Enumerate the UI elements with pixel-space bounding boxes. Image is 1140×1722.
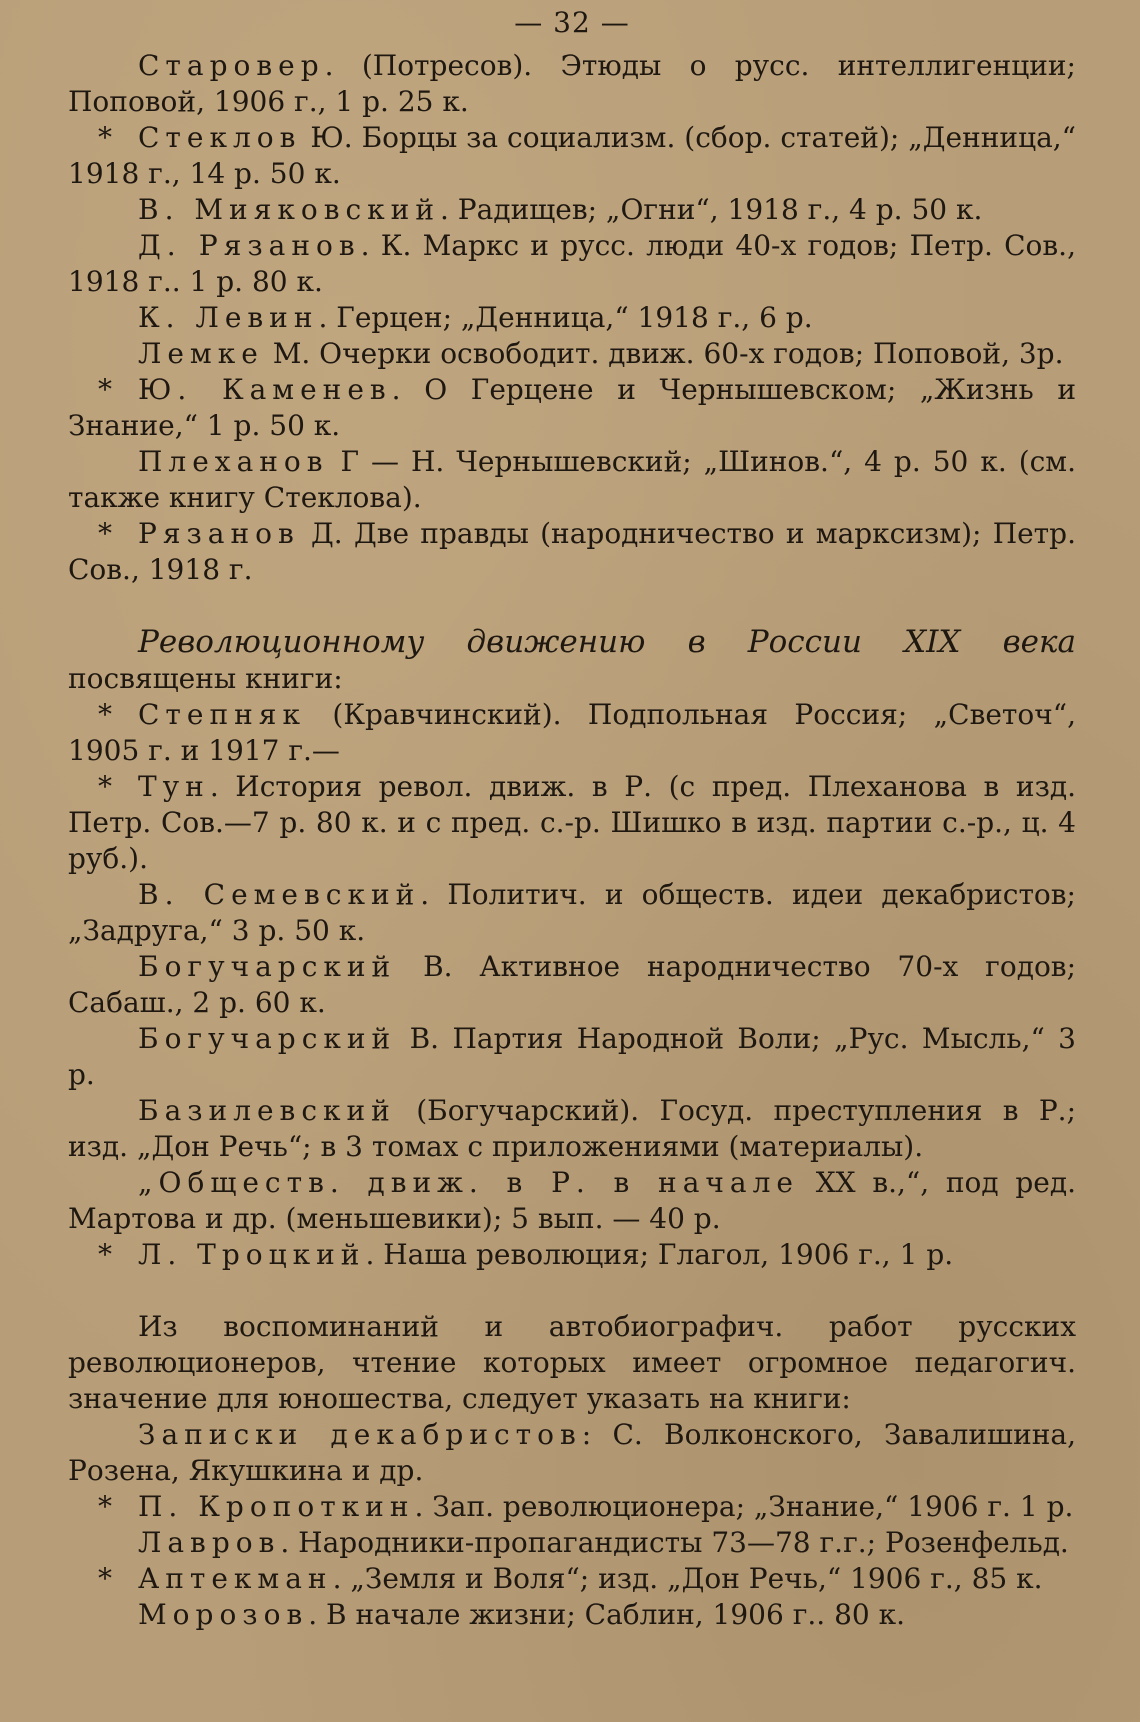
entry-text: XX в.,“, под ред. Мартова и др. (меньшевики); 5 вып. — 40 р. [68,1166,1076,1235]
asterisk-mark: * [98,1490,112,1523]
entry-text: . Герцен; „Денница,“ 1918 г., 6 р. [318,301,813,334]
entry-text: . „Земля и Воля“; изд. „Дон Речь,“ 1906 г., 85 к. [332,1562,1043,1595]
asterisk-mark: * [98,1238,112,1271]
entry-author: Старовер [138,49,325,82]
asterisk-mark: * [98,517,112,550]
bib-entry [68,1417,1076,1489]
entry-text: . Наша революция; Глагол, 1906 г., 1 р. [365,1238,954,1271]
bibliography-section-1 [68,48,1076,588]
entry-author: Лемке [138,337,264,370]
entry-text: . Политич. и обществ. идеи декабристов; „Задруга,“ 3 р. 50 к. [68,878,1076,947]
asterisk-mark: * [98,373,112,406]
entry-author: Базилевский [138,1094,396,1127]
section-heading-rest: посвящены книги: [68,662,343,695]
bib-entry [68,228,1076,300]
entry-author: П. Кропоткин [138,1490,415,1523]
bib-entry [68,877,1076,949]
bib-entry [68,372,1076,444]
asterisk-mark: * [98,770,112,803]
entry-text: М. Очерки освободит. движ. 60-х годов; Поповой, 3р. [263,337,1064,370]
entry-text: . Народники-пропагандисты 73—78 г.г.; Розенфельд. [280,1526,1069,1559]
entry-text: В. Активное народничество 70-х годов; Сабаш., 2 р. 60 к. [68,950,1076,1019]
entry-text: . О Герцене и Чернышевском; „Жизнь и Знание,“ 1 р. 50 к. [68,373,1076,442]
entry-author: В. Семевский [138,878,421,911]
entry-author: В. Мияковский [138,193,440,226]
bib-entry [68,516,1076,588]
bib-entry [68,1597,1076,1633]
asterisk-mark: * [98,1562,112,1595]
entry-author: Степняк [138,698,306,731]
bib-entry [68,48,1076,120]
bib-entry [68,1021,1076,1093]
section-heading [68,624,1076,697]
bib-entry [68,1237,1076,1273]
entry-author: Л. Троцкий [138,1238,366,1271]
entry-author: Рязанов [138,517,300,550]
entry-author: Богучарский [138,1022,397,1055]
entry-author: Лавров [138,1526,281,1559]
bib-entry [68,444,1076,516]
entry-text: : С. Волконского, Завалишина, Розена, Якушкина и др. [68,1418,1076,1487]
bib-entry [68,192,1076,228]
entry-text: (Богучарский). Госуд. преступления в Р.; изд. „Дон Речь“; в 3 томах с приложениями (материалы). [68,1094,1076,1163]
entry-author: Записки декабристов [138,1418,582,1451]
entry-text: . История револ. движ. в Р. (с пред. Плеханова в изд. Петр. Сов.—7 р. 80 к. и с пред. с.-р. Шишко в изд. партии с.-р., ц. 4 руб.). [68,770,1076,875]
bibliography-section-2 [68,624,1076,1273]
entry-text: В. Партия Народной Воли; „Рус. Мысль,“ 3 р. [68,1022,1076,1091]
entry-author: Стеклов [138,121,302,154]
bib-entry [68,697,1076,769]
entry-text: Д. Две правды (народничество и марксизм); Петр. Сов., 1918 г. [68,517,1076,586]
entry-text: . Радищев; „Огни“, 1918 г., 4 р. 50 к. [440,193,983,226]
entry-text: . (Потресов). Этюды о русс. интеллигенции; Поповой, 1906 г., 1 р. 25 к. [68,49,1076,118]
page-number: — 32 — [514,6,630,39]
entry-author: Ю. Каменев [138,373,392,406]
entry-text: Ю. Борцы за социализм. (сбор. статей); „Денница,“ 1918 г., 14 р. 50 к. [68,121,1076,190]
entry-text: . В начале жизни; Саблин, 1906 г.. 80 к. [308,1598,905,1631]
bib-entry [68,1165,1076,1237]
entry-text: (Кравчинский). Подпольная Россия; „Светоч“, 1905 г. и 1917 г.— [68,698,1076,767]
entry-author: Д. Рязанов [138,229,361,262]
asterisk-mark: * [98,121,112,154]
section-intro: Из воспоминаний и автобиографич. работ русских революционеров, чтение которых имеет огромное педагогич. значение для юношества, следует указать на книги: [68,1310,1076,1415]
bibliography-section-3 [68,1309,1076,1633]
bib-entry [68,300,1076,336]
entry-text: . Зап. революционера; „Знание,“ 1906 г. 1 р. [414,1490,1074,1523]
entry-author: Тун [138,770,210,803]
bib-entry [68,1093,1076,1165]
section-heading-italic: Революционному движению в России XIX века [138,624,1076,660]
bib-entry [68,1561,1076,1597]
entry-author: Морозов [138,1598,309,1631]
entry-text: Г — Н. Чернышевский; „Шинов.“, 4 р. 50 к. (см. также книгу Стеклова). [68,445,1076,514]
bib-entry [68,336,1076,372]
bib-entry [68,949,1076,1021]
bib-entry [68,1525,1076,1561]
entry-author: Плеханов [138,445,329,478]
entry-text: . К. Маркс и русс. люди 40-х годов; Петр. Сов., 1918 г.. 1 р. 80 к. [68,229,1076,298]
entry-author: Аптекман [138,1562,333,1595]
entry-author: „Обществ. движ. в Р. в начале [138,1166,799,1199]
entry-author: Богучарский [138,950,397,983]
bib-entry [68,1489,1076,1525]
bib-entry [68,120,1076,192]
entry-author: К. Левин [138,301,319,334]
asterisk-mark: * [98,698,112,731]
bib-entry [68,769,1076,877]
